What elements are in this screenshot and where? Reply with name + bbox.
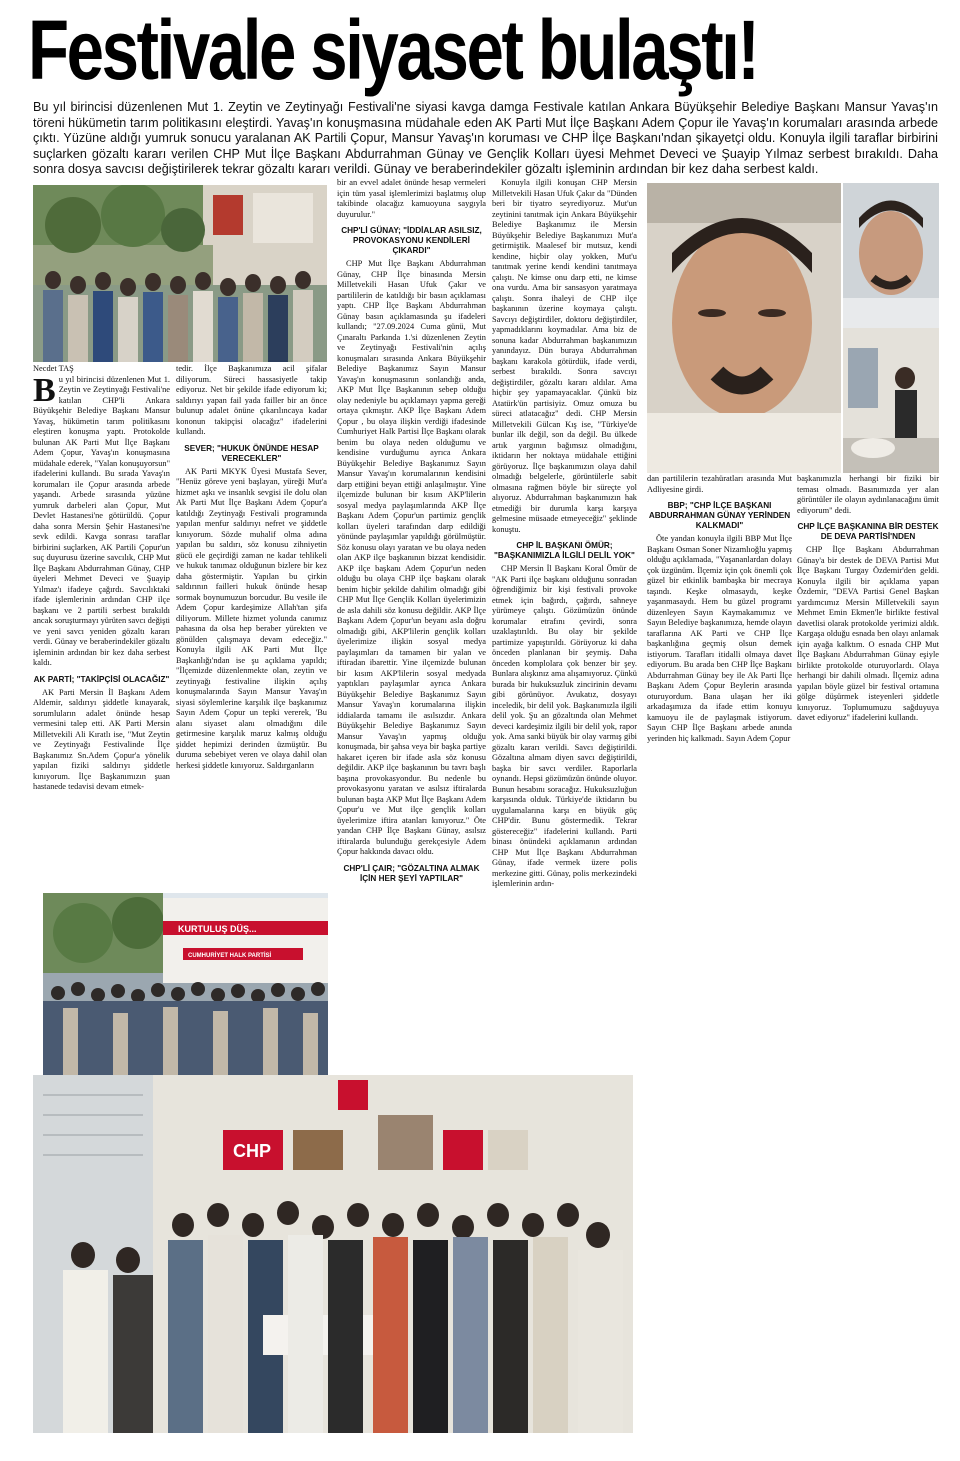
photo-office-group	[33, 1075, 633, 1433]
article-paragraph: AK Parti MKYK Üyesi Mustafa Sever, "Henüz göreve yeni başlayan, yüreği Mut'a hizmet aşkı ve insanlık sevgisi ile dolu olan Ak Parti Mut İlçe Başkanı Adem Çopur'a katıldığı Zeytinyağı Festivali programında yapılan menfur saldırıyı nefret ve şiddetle kınıyorum. Sözde muhalif olma adına yapılan bu saldırı, söz konusu zihniyetin gücü ele geçirdiği zaman ne kadar tehlikeli ve hukuk tanımaz olduğunun bizlere bir kez daha göstermiştir. Yapılan bu çirkin saldırının failleri hukuk önünde hesap sormak boynumuzun borcudur. Bu vesile ile Adem Çopur kardeşimize Allah'tan şifa diliyorum. Millete hizmet yolunda canımız pahasına da olsa hep beraber yürekten ve gönülden çalışmaya devam edeceğiz." Konuyla ilgili AK Parti Mut İlçe Başkanlığı'ndan ise şu açıklama yapıldı; "İlçemizde düzenlenmekte olan, zeytin ve zeytinyağı festivaline ilişkin açılış konuşmalarında Sayın Mansur Yavaş'ın siyasi söylemlerine karşılık ilçe başkanımız Sayın Adem Çopur un tepki vererek, 'Bu alanı siyaset alanı olmadığını dile getirmesine karşılık maruz kalmış olduğu şiddet hepimizi derinden üzmüştür. Bu duruma sebebiyet veren ve olaya dahil olan herkesi şiddetle kınıyoruz. Saldırganların	[176, 466, 327, 770]
photo-injured-man	[647, 183, 841, 473]
subheading: CHP İL BAŞKANI ÖMÜR; "BAŞKANIMIZLA İLGİLİ DELİL YOK"	[494, 541, 635, 560]
lead-paragraph: Bu yıl birincisi düzenlenen Mut 1. Zeytin ve Zeytinyağı Festivali'ne siyasi kavga damga Festivale katılan Ankara Büyükşehir Belediye Başkanı Mansur Yavaş'ın töreni hükümetin tarım politikasını eleştirdi. Yavaş'ın konuşmasına müdahale eden AK Parti Mut İlçe Başkanı Adem Çopur ile Yavaş'ın korumaları arasında arbede çıktı. Yüzüne aldığı yumruk sonucu yaralanan AK Partili Çopur, Mansur Yavaş'ın koruması ve CHP İlçe Başkanı'ndan şikayetçi oldu. Konuyla ilgili taraflar birbirini suçlarken gözaltı kararı verilen CHP Mut İlçe Başkanı Abdurrahman Günay ve Gençlik Kolları üyesi Mehmet Deveci ve Şuayip Yılmaz serbest bırakıldı. Daha sonra dosya savcısı değiştirilerek tekrar gözaltı kararı verildi. Günay ve beraberindekiler gözaltı işleminin ardından bir kez daha serbest kaldı.	[33, 100, 938, 177]
subheading: SEVER; "HUKUK ÖNÜNDE HESAP VERECEKLER"	[184, 443, 319, 463]
article-column-2	[176, 364, 327, 893]
subheading: CHP'Lİ ÇAIR; "GÖZALTINA ALMAK İÇİN HER ŞEYİ YAPTILAR"	[343, 863, 480, 883]
article-paragraph: tedir. İlçe Başkanımıza acil şifalar diliyorum. Süreci hassasiyetle takip ediyoruz. Net bir şekilde ifade ediyorum ki; saldırıyı yapan fail yada failler bir an önce bulunup adalet önüne çıkarılıncaya kadar kononun takipçisi olacağız" ifadelerini kullandı.	[176, 364, 327, 436]
photo-festival-crowd	[33, 185, 327, 362]
article-paragraph: CHP İlçe Başkanı Abdurrahman Günay'a bir destek de DEVA Partisi Mut İlçe Başkanı Turgay Özdemir'den geldi. Konuyla ilgili bir açıklama yapan Özdemir, "DEVA Partisi Genel Başkan yardımcımız Mersin Milletvekili sayın Mehmet Emin Ekmen'le birlikte festival davetlisi olarak protokolde yerimizi aldık. Kargaşa olduğu esnada ben olayı anlamak için ayağa kalktım. O esnada CHP Mut İlçe Başkanı Abdurrahman Günay eşiyle birlikte protokolde oturuyorlardı. Olaya herhangi bir dahili olmadı. İlçemiz adına yapılan böyle güzel bir festival ortamına gölge düşürmek isteyenleri şiddetle kınıyoruz. Toplumumuzu sağduyuya davet ediyoruz" ifadelerini kullandı.	[797, 545, 939, 722]
article-column-1	[33, 364, 170, 893]
article-paragraph: CHP Mersin İl Başkanı Koral Ömür de "AK Parti ilçe başkanı olduğunu sonradan öğrendiğimiz bir kişi festivali provoke etmek için bağırdı, çağırdı, sahneye yürümeye çalıştı. Gözümüzün önünde korumalar etrafını çevirdi, sonra uzaklaştırıldı. Bu olay bir şekilde partimize yapıştırıldı. Görüyoruz ki daha önceden planlanan bir şeymiş. Daha önceden komplolara çok benzer bir şey. Bunlara alışkınız ama alışamıyoruz. Çünkü burada bir hukuksuzluk zincirinin devamı gibi görünüyor. Avukatız, dosyayı inceledik, bir delil yok. Başkanımızla ilgili delil yok. Şu an gözaltında olan Mehmet deveci kardeşimiz ilgili bir delil yok, rapor yok. Ama sanki büyük bir olay varmış gibi gözaltı kararı verildi. Savcı değiştirildi. Gözaltına almam diyen savcı değiştirildi, başka bir savcı verdiler. Raporlarla oynandı. Hepsi gözümüzün önünde oluyor. Bunun hesabını soracağız. Hukuksuzluğun karşısında olduk. Türkiye'de iktidarın bu uygulamalarına karşı en büyük güç CHP'dir. Bunu göstermedik. Tekrar göstereceğiz" ifadelerini kullandı. Parti binası önündeki açıklamanın ardından CHP Mut İlçe Başkanı Abdurrahman Günay, ifade vermek üzere polis merkezine gitti. Günay, polis merkezindeki işlemlerinin ardın-	[492, 564, 637, 888]
article-paragraph: AK Parti Mersin İl Başkanı Adem Aldemir, saldırıyı şiddetle kınayarak, sorumluların adalet önünde hesap vermesini talep etti. AK Parti Mersin Milletvekili Ali Kıratlı ise, "Mut Zeytin ve Zeytinyağı Festivalinde İlçe Başkanımız Sn.Adem Çopur'a yönelik yapılan fiziki saldırıyı şiddetle kınıyorum. İlçe Başkanımızın şuan hastanede tedavisi devam etmek-	[33, 687, 170, 791]
subheading: CHP İLÇE BAŞKANINA BİR DESTEK DE DEVA PARTİSİ'NDEN	[797, 522, 939, 541]
article-paragraph: başkanımızla herhangi bir fiziki bir teması olmadı. Basınımızda yer alan görüntüler ile olayın aydınlanacağını ümit ediyorum" dedi.	[797, 474, 939, 515]
party-banner-text: CUMHURİYET HALK PARTİSİ	[188, 953, 272, 959]
article-paragraph: CHP Mut İlçe Başkanı Abdurrahman Günay, CHP İlçe binasında Mersin Milletvekili Hasan Ufuk Çakır ve partililerin de katıldığı bir basın açıklaması yaptı. CHP İlçe Başkanı Abdurrahman Günay basın açıklamasında şu ifadeleri kullandı; "27.09.2024 Cuma günü, Mut Çınaraltı Parkında 1.'si düzenlenen Zeytin ve Zeytinyağı Festivali'nin açılış konuşmaları sırasında Ankara Büyükşehir Belediye Başkanımız Sayın Mansur Yavaş'ın konuşmasının sonlandığı anda, AKP Mut İlçe Başkanının sebep olduğu olay nedeniyle bu açıklamayı yapma gereği ortaya çıkmıştır. AKP İlçe Başkanı Adem Çopur , bu olaya ilişkin verdiği ifadesinde Cumhuriyet Halk Partisi İlçe Başkanı olarak benim bu olaya neden olduğumu ve kendisine vurduğumu ayrıca Ankara Büyükşehir Belediye Başkanımız Sayın Mansur Yavaş'ın korumalarının kendisini darp ettiğini beyan ettiği anlaşılmıştır. Yine ilçemizde bulunan bir kısım AKP'lilerin sosyal medya paylaşımlarında AKP İlçe Başkanı Adem Çopur'un partimiz gençlik kolları üyeleri tarafından darp edildiği yönünde paylaşımlar yapıldığı görülmüştür. Söz konusu olayı yaratan ve bu olaya neden olan AKP ilçe başkanının bizzat kendisidir. AKP ilçe başkanı Adem Çopur'un neden olduğu bu olaya CHP ilçe başkanı olarak benim hiçbir şekilde dahilim olmadığı gibi CHP Mut İlçe Gençlik Kolları üyelerimizin de asla dahili söz konusu değildir. AKP İlçe Başkanı Adem Çopur'un beyanı asla doğru olmadığı gibi, AKP'lilerin gençlik kolları üyelerimize ilişkin sosyal medya paylaşımları da tamamen bir yalan ve iftiradan ibarettir. Yine ilçemizde bulunan bir kısım AKP'lilerin sosyal medyada yaptıkları paylaşımlar ayrıca Ankara Büyükşehir Belediye Başkanımız Sayın Mansur Yavaş'ın korumalarına ilişkin iddialarda tamamı ile asılsızdır. Ankara Büyükşehir Belediye Başkanımız Sayın Mansur Yavaş'ın yapmış olduğu konuşmada, bir şahsa veya bir başka partiye hakaret içeren bir ifade asla söz konusu değildir. AKP ilçe başkanının bu tavrı başlı başına provokasyondur. Bu nedenle bu provokasyonu yaratan ve asılsız iftiralarda bulunan başta AKP Mut İlçe Başkanı Adem Çopur'u ve Mut ilçe gençlik kolları üyelerimize iftira atanları kınıyoruz." Öte yandan CHP İlçe Başkanı Günay, asılsız iftiralarda bulunduğu gerekçesiyle Adem Çopur hakkında davacı oldu.	[337, 259, 486, 856]
article-paragraph: dan partililerin tezahüratları arasında Mut Adliyesine girdi.	[647, 474, 792, 494]
party-building-sign: KURTULUŞ DÜŞ...	[178, 924, 257, 934]
office-banner-text: CHP	[233, 1141, 272, 1161]
article-paragraph: Öte yandan konuyla ilgili BBP Mut İlçe Başkanı Osman Soner Nizamlıoğlu yapmış olduğu açıklamada, "Yaşananlardan dolayı çok üzgünüm. İlçemiz için çok önemli çok güzel bir etkinlik bambaşka bir mecraya taşındı. Keşke olmasaydı, keşke yaşanmasaydı. Hem bu güzel programı düzenleyen Sayın Kaymakamımız ve Sayın Belediye başkanımıza, hemde olayın taraflarına AK Parti ve CHP İlçe başkanlığına geçmiş olsun demek istiyorum. Tarafları itidalli olmaya davet ediyorum. Bu arada ben CHP İlçe Başkanı Abdurrahman Günay bey ile Ak Parti İlçe Başkanı Adem Çopur Beylerin arasında oturuyordum. Bana ulaşan her iki arkadaşımıza da ifade ettim konuyu kamuoyu ile de paylaşmak istiyorum. Sayın CHP İlçe Başkanı arbede anında yerinden hiç kalkmadı. Sayın Adem Çopur	[647, 534, 792, 743]
photo-party-building-crowd	[43, 893, 328, 1075]
subheading: BBP; "CHP İLÇE BAŞKANI ABDURRAHMAN GÜNAY YERİNDEN KALKMADI"	[648, 501, 791, 530]
article-paragraph: Konuyla ilgili konuşan CHP Mersin Milletvekili Hasan Ufuk Çakır da "Dünden beri bir tiyatro seyrediyoruz. Mut'un zeytinini tanıtmak için Ankara Büyükşehir Belediye Başkanımız ile Mersin Büyükşehir Belediye Başkanımızı Mut'a getirmiştik. Maalesef bir mutsuz, kendi kendine, hiçbir olay yokken, Mut'u tanıtmak yerine kendi kendini tanıtmaya çalıştı. Ne kimse onu darp etti, ne kimse ona vurdu. Ama bir sansasyon yaratmaya çalıştı. Sonra ihaleyi de CHP ilçe başkanının üzerine koymaya çalıştı. Savcıyı değiştirdiler, doktoru değiştirdiler, yapmadıklarını koymadılar. Ama biz de sonuna kadar Abdurrahman başkanımızın yanındayız. Dün buraya Abdurrahman başkanı karakola götürdük, ifade verdi, serbest bırakıldı. Sonra savcıyı değiştirdiler, gözaltı kararı aldılar. Ama hiçbir şey yapamayacaklar. Çünkü biz Atatürk'ün partisiyiz. Omuz omuza bu süreci atlatacağız" dedi. CHP Mersin Milletvekili Gülcan Kış ise, "Türkiye'de bunlar ilk değil, son da değil. Bu ülkede artık yargının bağımsız olmadığını, iktidarın her noktaya müdahale ettiğini görüyoruz. İlçe başkanımızın olaya dahil olmadığı belgelerle, görüntülerle sabit olmasına rağmen böyle bir süreçte yol alıyoruz. Abdurrahman başkanımızın hak etmediği bir durumla karşı karşıya gelmesine müsaade etmeyeceğiz" şeklinde konuştu.	[492, 178, 637, 534]
headline: Festivale siyaset bulaştı!	[28, 3, 758, 97]
article-column-4	[492, 178, 637, 1075]
article-column-5	[647, 474, 792, 1075]
dropcap: B	[33, 371, 56, 409]
article-paragraph: bir an evvel adalet önünde hesap vermeleri için tüm yasal işlemlerimizi başlatmış olup takibinde olacağız kamuoyuna saygıyla duyurulur."	[337, 178, 486, 219]
article-paragraph: u yıl birincisi düzenlenen Mut 1. Zeytin ve Zeytinyağı Festivali'ne katılan CHP'li Ankara Büyükşehir Belediye Başkanı Mansur Yavaş, hükümetin tarım politikasını eleştiren konuşma yaptı. Protokolde bulunan AK Parti Mut İlçe Başkanı Adem Çopur, Yavaş'ın konuşmasına müdahale ederek, "Yalan konuşuyorsun" ifadelerini kullandı. Bu sırada Yavaş'ın korumaları ile Çopur arasında arbede yaşandı. Arbede sırasında yüzüne yumruk darbeleri alan Çopur, Mut Devlet Hastanesi'ne götürüldü. Çopur daha sonra Mersin Şehir Hastanesi'ne sevk edildi. Kavga sonrası taraflar birbirini suçlarken, AK Partili Çopur'un suç duyurusu üzerine savcılık, CHP Mut İlçe Başkanı Abdurrahman Günay, CHP üyeleri Mehmet Deveci ve Şuayip Yılmaz'ı ifadeye çağırdı. Savcılıktaki ifade işlemlerinin ardından CHP ilçe başkanı ve 2 partili serbest bırakıldı ancak soruşturmayı yürüten savcı değişti ve yeni savcı yeniden gözaltı kararı verdi. Günay ve beraberindekiler gözaltı işleminin ardından bir kez daha serbest kaldı.	[33, 374, 170, 667]
byline: Necdet TAŞ	[33, 364, 74, 373]
subheading: AK PARTİ; "TAKİPÇİSİ OLACAĞIZ"	[33, 674, 170, 684]
subheading: CHP'Lİ GÜNAY; "İDDİALAR ASILSIZ, PROVOKASYONU KENDİLERİ ÇIKARDI"	[341, 226, 482, 255]
article-column-3	[337, 178, 486, 1075]
photo-hospital-top	[843, 183, 939, 328]
article-column-6	[797, 474, 939, 1075]
photo-hospital-room	[843, 328, 939, 473]
